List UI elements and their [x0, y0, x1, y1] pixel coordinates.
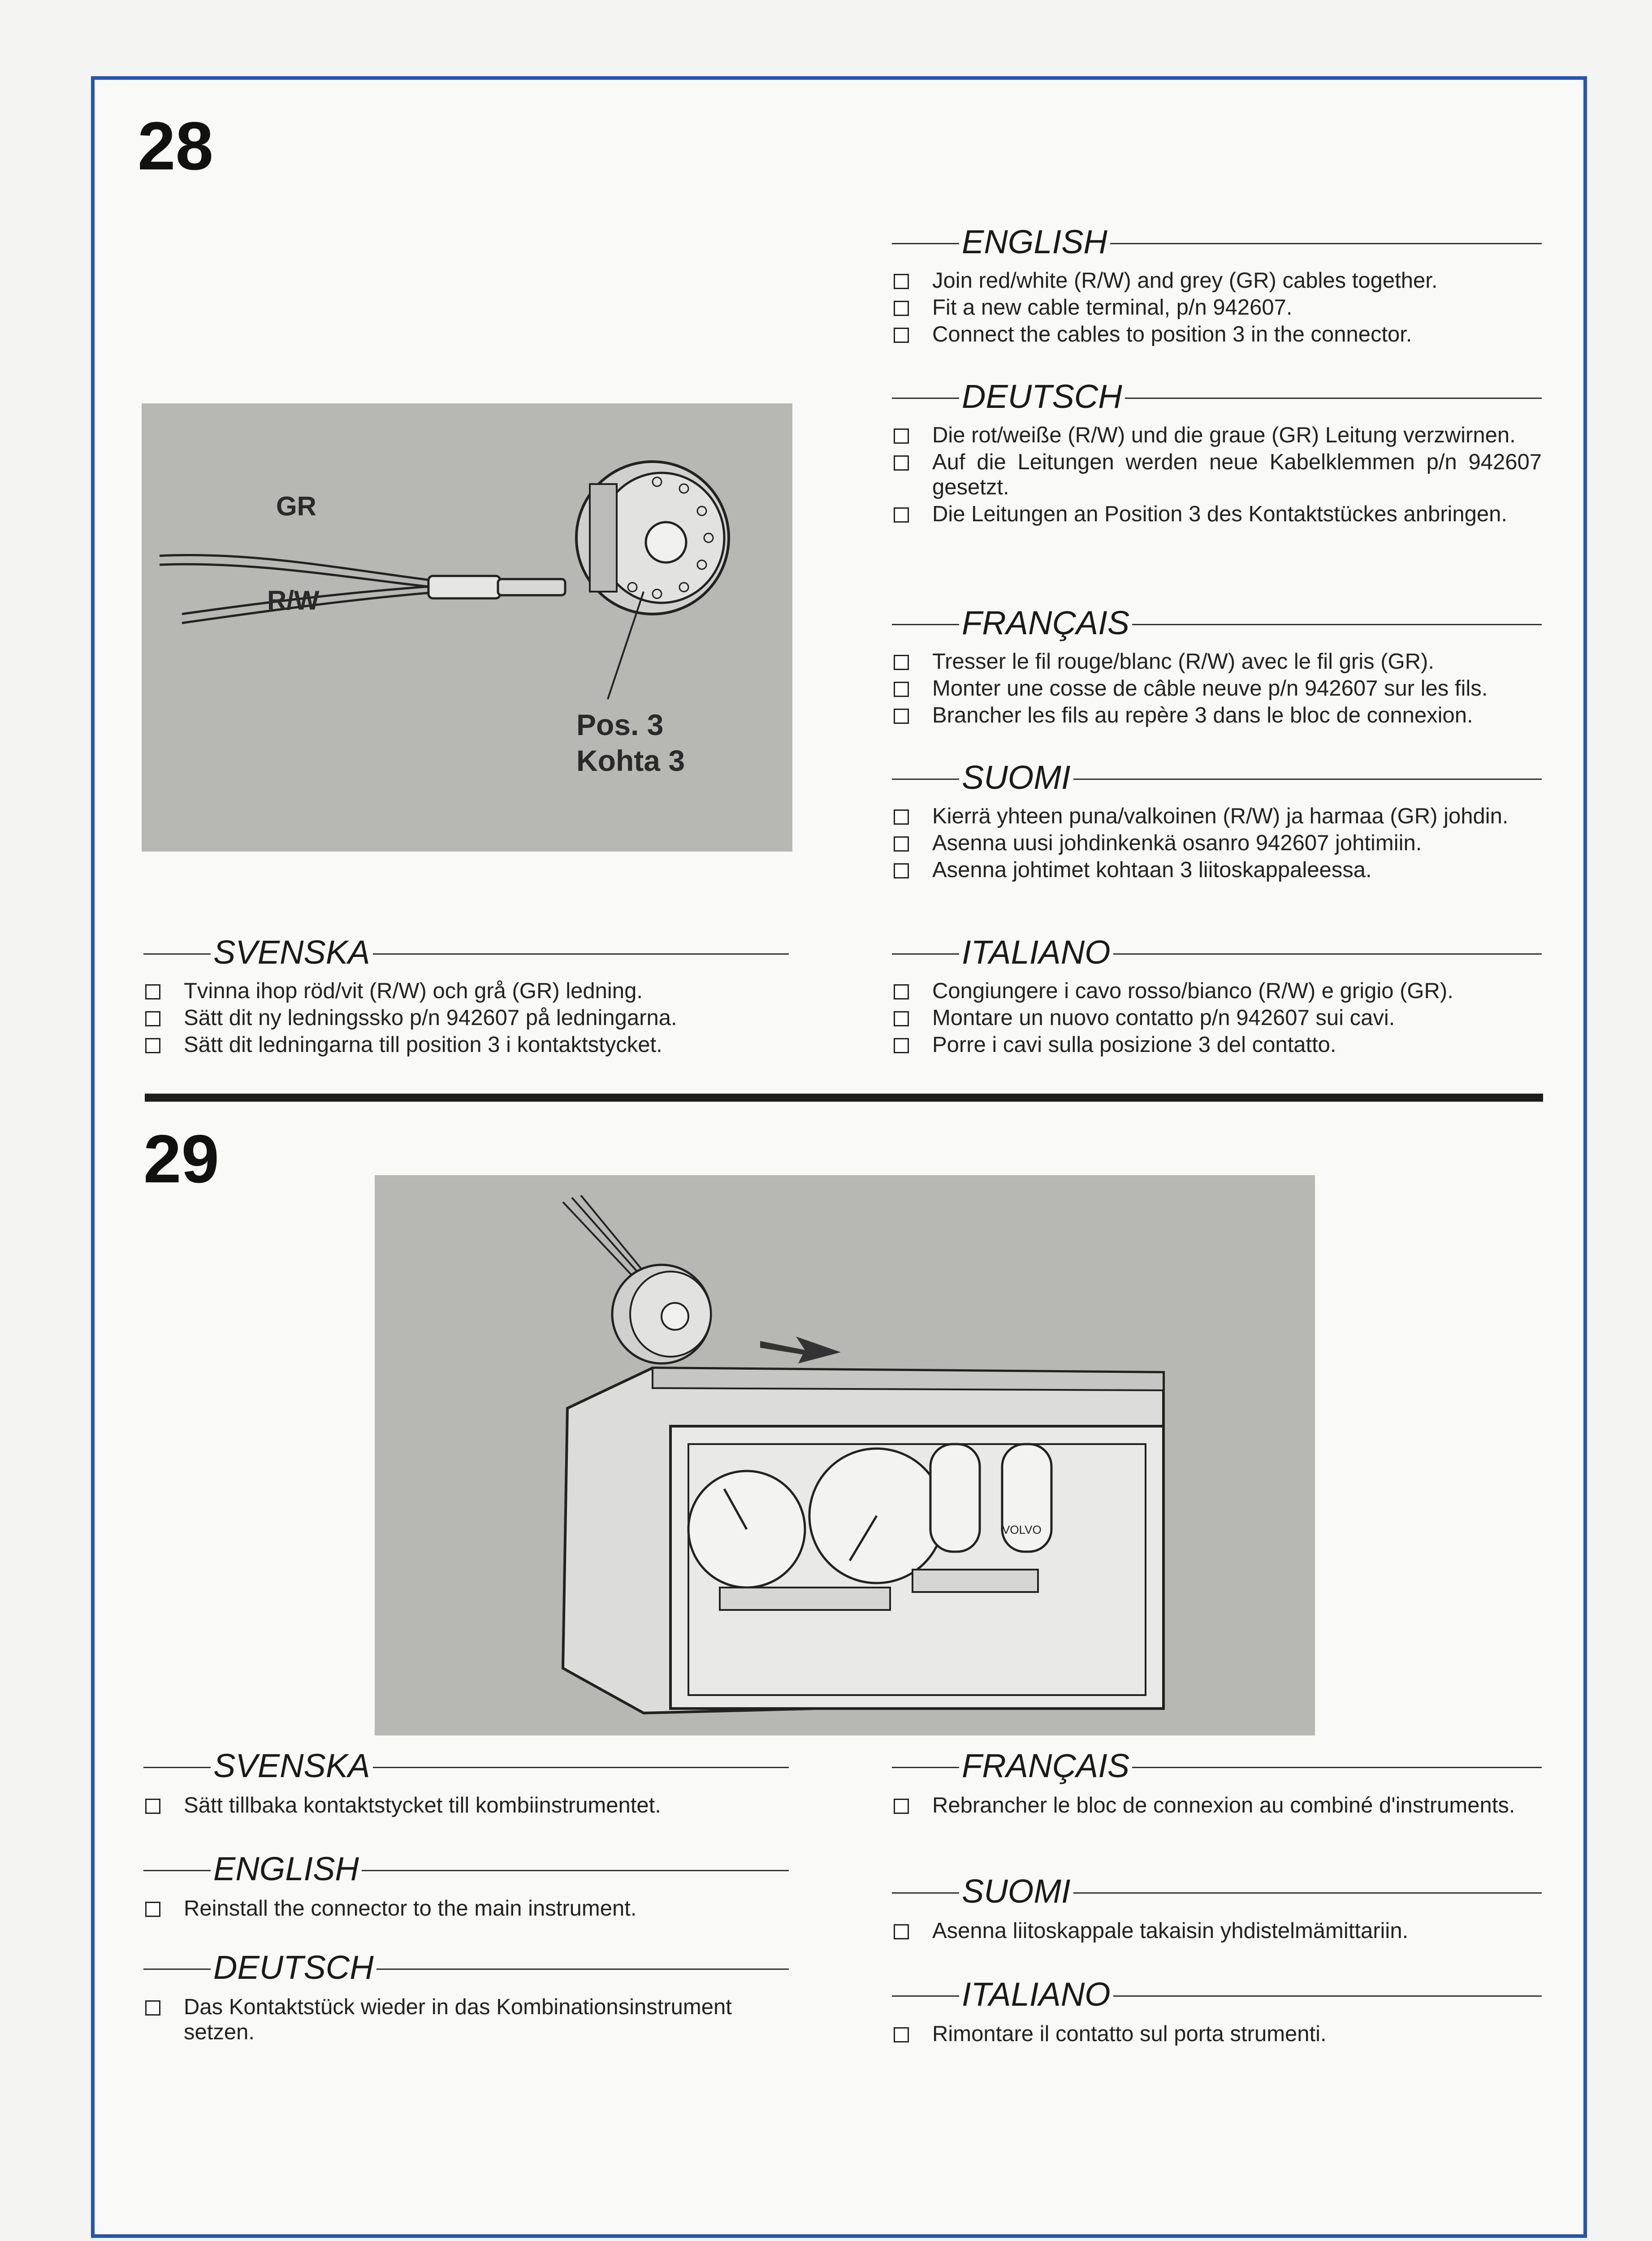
connector-block	[576, 462, 729, 614]
list-item: Die Leitungen an Position 3 des Kontaktstückes anbringen.	[892, 502, 1542, 527]
step-29-svenska	[143, 1748, 789, 1818]
list-item: Asenna johtimet kohtaan 3 liitoskappaleessa.	[892, 857, 1542, 883]
list-item: Tvinna ihop röd/vit (R/W) och grå (GR) ledning.	[143, 978, 789, 1004]
section-title: ITALIANO	[959, 1977, 1113, 2012]
arrow-icon	[760, 1337, 841, 1363]
list-item: Kierrä yhteen puna/valkoinen (R/W) ja harmaa (GR) johdin.	[892, 804, 1542, 829]
section-title: SUOMI	[959, 760, 1073, 796]
checkbox-icon	[894, 2027, 909, 2042]
checkbox-icon	[894, 709, 909, 724]
checkbox-icon	[894, 1011, 909, 1026]
checkbox-icon	[145, 1038, 160, 1053]
list-item: Porre i cavi sulla posizione 3 del contatto.	[892, 1032, 1542, 1057]
list-item: Asenna uusi johdinkenkä osanro 942607 johtimiin.	[892, 831, 1542, 856]
step-28-francais	[892, 605, 1542, 728]
brand-label: VOLVO	[1002, 1523, 1042, 1536]
instrument-cluster-illustration	[375, 1175, 1315, 1735]
checkbox-icon	[894, 1038, 909, 1053]
list-item: Connect the cables to position 3 in the connector.	[892, 322, 1542, 347]
checkbox-icon	[145, 984, 160, 999]
list-item: Reinstall the connector to the main instrument.	[143, 1896, 789, 1921]
list-item: Monter une cosse de câble neuve p/n 942607 sur les fils.	[892, 676, 1542, 701]
checkbox-icon	[145, 2000, 160, 2016]
checkbox-icon	[894, 1799, 909, 1814]
label-gr: GR	[276, 491, 316, 521]
step-29-italiano	[892, 1977, 1542, 2046]
step-28-suomi	[892, 760, 1542, 883]
step-28-number: 28	[138, 108, 214, 184]
list-item: Rebrancher le bloc de connexion au combiné d'instruments.	[892, 1793, 1542, 1818]
label-kohta: Kohta 3	[576, 744, 685, 777]
step-29-suomi	[892, 1873, 1542, 1943]
list-item: Auf die Leitungen werden neue Kabelklemmen p/n 942607 gesetzt.	[892, 450, 1542, 500]
label-rw: R/W	[267, 585, 320, 615]
checkbox-icon	[145, 1799, 160, 1814]
step-29-english	[143, 1851, 789, 1921]
checkbox-icon	[894, 682, 909, 697]
checkbox-icon	[894, 984, 909, 999]
list-item: Brancher les fils au repère 3 dans le bloc de connexion.	[892, 703, 1542, 728]
list-item: Asenna liitoskappale takaisin yhdistelmämittariin.	[892, 1918, 1542, 1943]
section-title: SVENSKA	[211, 934, 373, 970]
section-title: ENGLISH	[211, 1851, 362, 1887]
checkbox-icon	[894, 328, 909, 343]
instrument-cluster	[563, 1368, 1163, 1713]
checkbox-icon	[145, 1011, 160, 1026]
section-title: SVENSKA	[211, 1748, 373, 1784]
section-title: DEUTSCH	[959, 379, 1125, 415]
list-item: Rimontare il contatto sul porta strumenti.	[892, 2021, 1542, 2046]
step-29-deutsch	[143, 1950, 789, 2045]
label-pos: Pos. 3	[576, 708, 664, 741]
list-item: Sätt dit ledningarna till position 3 i kontaktstycket.	[143, 1032, 789, 1057]
checkbox-icon	[894, 655, 909, 670]
step-28-italiano	[892, 934, 1542, 1057]
cable-connector-illustration	[142, 403, 792, 852]
section-title: FRANÇAIS	[959, 1748, 1132, 1784]
list-item: Das Kontaktstück wieder in das Kombinationsinstrument setzen.	[143, 1994, 789, 2045]
section-title: SUOMI	[959, 1873, 1073, 1909]
checkbox-icon	[894, 274, 909, 289]
checkbox-icon	[894, 507, 909, 523]
list-item: Sätt dit ny ledningssko p/n 942607 på ledningarna.	[143, 1005, 789, 1030]
checkbox-icon	[145, 1902, 160, 1917]
list-item: Join red/white (R/W) and grey (GR) cables together.	[892, 268, 1542, 293]
list-item: Fit a new cable terminal, p/n 942607.	[892, 295, 1542, 320]
checkbox-icon	[894, 863, 909, 878]
section-title: DEUTSCH	[211, 1950, 376, 1986]
step-28-deutsch	[892, 379, 1542, 527]
checkbox-icon	[894, 809, 909, 825]
step-29-number: 29	[143, 1121, 220, 1197]
checkbox-icon	[894, 1924, 909, 1939]
section-title: ITALIANO	[959, 934, 1113, 970]
section-title: ENGLISH	[959, 224, 1110, 260]
list-item: Die rot/weiße (R/W) und die graue (GR) Leitung verzwirnen.	[892, 423, 1542, 448]
section-title: FRANÇAIS	[959, 605, 1132, 641]
list-item: Sätt tillbaka kontaktstycket till kombiinstrumentet.	[143, 1793, 789, 1818]
list-item: Montare un nuovo contatto p/n 942607 sui cavi.	[892, 1005, 1542, 1030]
checkbox-icon	[894, 301, 909, 316]
step-separator	[145, 1094, 1543, 1102]
step-29-figure	[375, 1175, 1315, 1735]
checkbox-icon	[894, 428, 909, 444]
step-28-figure	[142, 403, 792, 852]
step-28-svenska	[143, 934, 789, 1057]
checkbox-icon	[894, 455, 909, 471]
connector-block	[612, 1265, 711, 1363]
step-28-english	[892, 224, 1542, 347]
list-item: Congiungere i cavo rosso/bianco (R/W) e grigio (GR).	[892, 978, 1542, 1004]
list-item: Tresser le fil rouge/blanc (R/W) avec le fil gris (GR).	[892, 649, 1542, 674]
checkbox-icon	[894, 836, 909, 852]
step-29-francais	[892, 1748, 1542, 1818]
